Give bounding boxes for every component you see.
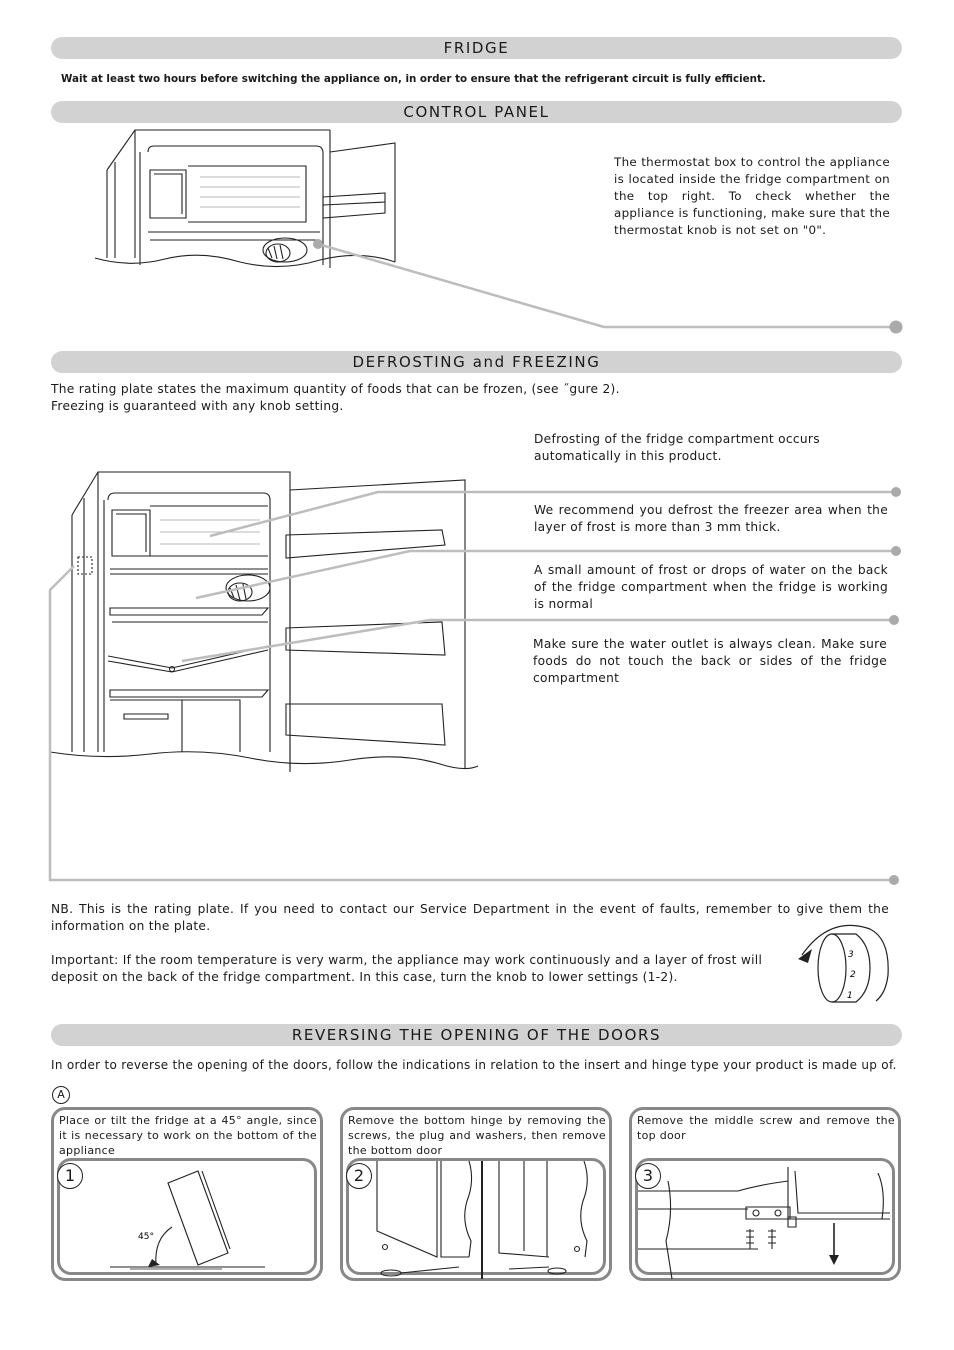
callout-water-outlet: Make sure the water outlet is always clean. Make sure foods do not touch the back or sides of the fridge compartment [533, 637, 887, 685]
callout-defrost-freezer: We recommend you defrost the freezer area when the layer of frost is more than 3 mm thick. [534, 503, 888, 534]
defrosting-intro-2: Freezing is guaranteed with any knob setting. [51, 399, 344, 413]
section-title: CONTROL PANEL [403, 103, 550, 121]
step-1-illustration-frame [57, 1158, 317, 1275]
step-2-text: Remove the bottom hinge by removing the screws, the plug and washers, then remove the bottom door [348, 1114, 606, 1157]
knob-mark-2: 2 [850, 970, 856, 980]
step-3-text: Remove the middle screw and remove the top door [637, 1114, 895, 1142]
important-note: Important: If the room temperature is very warm, the appliance may work continuously and a layer of frost will deposit on the back of the fridge compartment. In this case, turn the knob to lower settings (1-2). [51, 953, 763, 984]
step-panel-3 [629, 1107, 901, 1281]
section-title: DEFROSTING and FREEZING [352, 353, 601, 371]
step-3-illustration-frame [635, 1158, 895, 1275]
insert-label-a: A [52, 1086, 70, 1104]
section-title: FRIDGE [443, 39, 510, 57]
knob-mark-1: 1 [847, 991, 853, 1001]
rating-plate-note: NB. This is the rating plate. If you need to contact our Service Department in the event of faults, remember to give them the information on the plate. [51, 902, 889, 933]
bottom-hinge-illustration [349, 1161, 609, 1279]
tilted-fridge-illustration [60, 1161, 320, 1279]
angle-label: 45° [138, 1232, 154, 1242]
knob-mark-3: 3 [848, 950, 854, 960]
step-number-1: 1 [57, 1163, 83, 1189]
callout-frost-normal: A small amount of frost or drops of water on the back of the fridge compartment when the fridge is working is normal [534, 563, 888, 611]
section-header-reversing [51, 1024, 902, 1046]
step-panel-2 [340, 1107, 612, 1281]
section-title: REVERSING THE OPENING OF THE DOORS [291, 1026, 662, 1044]
step-1-text: Place or tilt the fridge at a 45° angle, since it is necessary to work on the bottom of the appliance [59, 1114, 317, 1157]
callout-defrost-auto: Defrosting of the fridge compartment occurs automatically in this product. [534, 432, 820, 463]
step-panel-1 [51, 1107, 323, 1281]
control-panel-text: The thermostat box to control the appliance is located inside the fridge compartment on the top right. To check whether the appliance is functioning, make sure that the thermostat knob is not set on "0". [614, 155, 890, 237]
reversing-intro: In order to reverse the opening of the doors, follow the indications in relation to the insert and hinge type your product is made up of. [51, 1058, 897, 1072]
defrosting-intro-1: The rating plate states the maximum quantity of foods that can be frozen, (see ˝gure 2). [51, 382, 620, 396]
step-2-illustration-frame [346, 1158, 606, 1275]
step-number-2: 2 [346, 1163, 372, 1189]
step-number-3: 3 [635, 1163, 661, 1189]
thermostat-knob-illustration [790, 915, 900, 1010]
middle-screw-illustration [638, 1161, 898, 1279]
fridge-note: Wait at least two hours before switching the appliance on, in order to ensure that the refrigerant circuit is fully efficient. [61, 73, 766, 85]
